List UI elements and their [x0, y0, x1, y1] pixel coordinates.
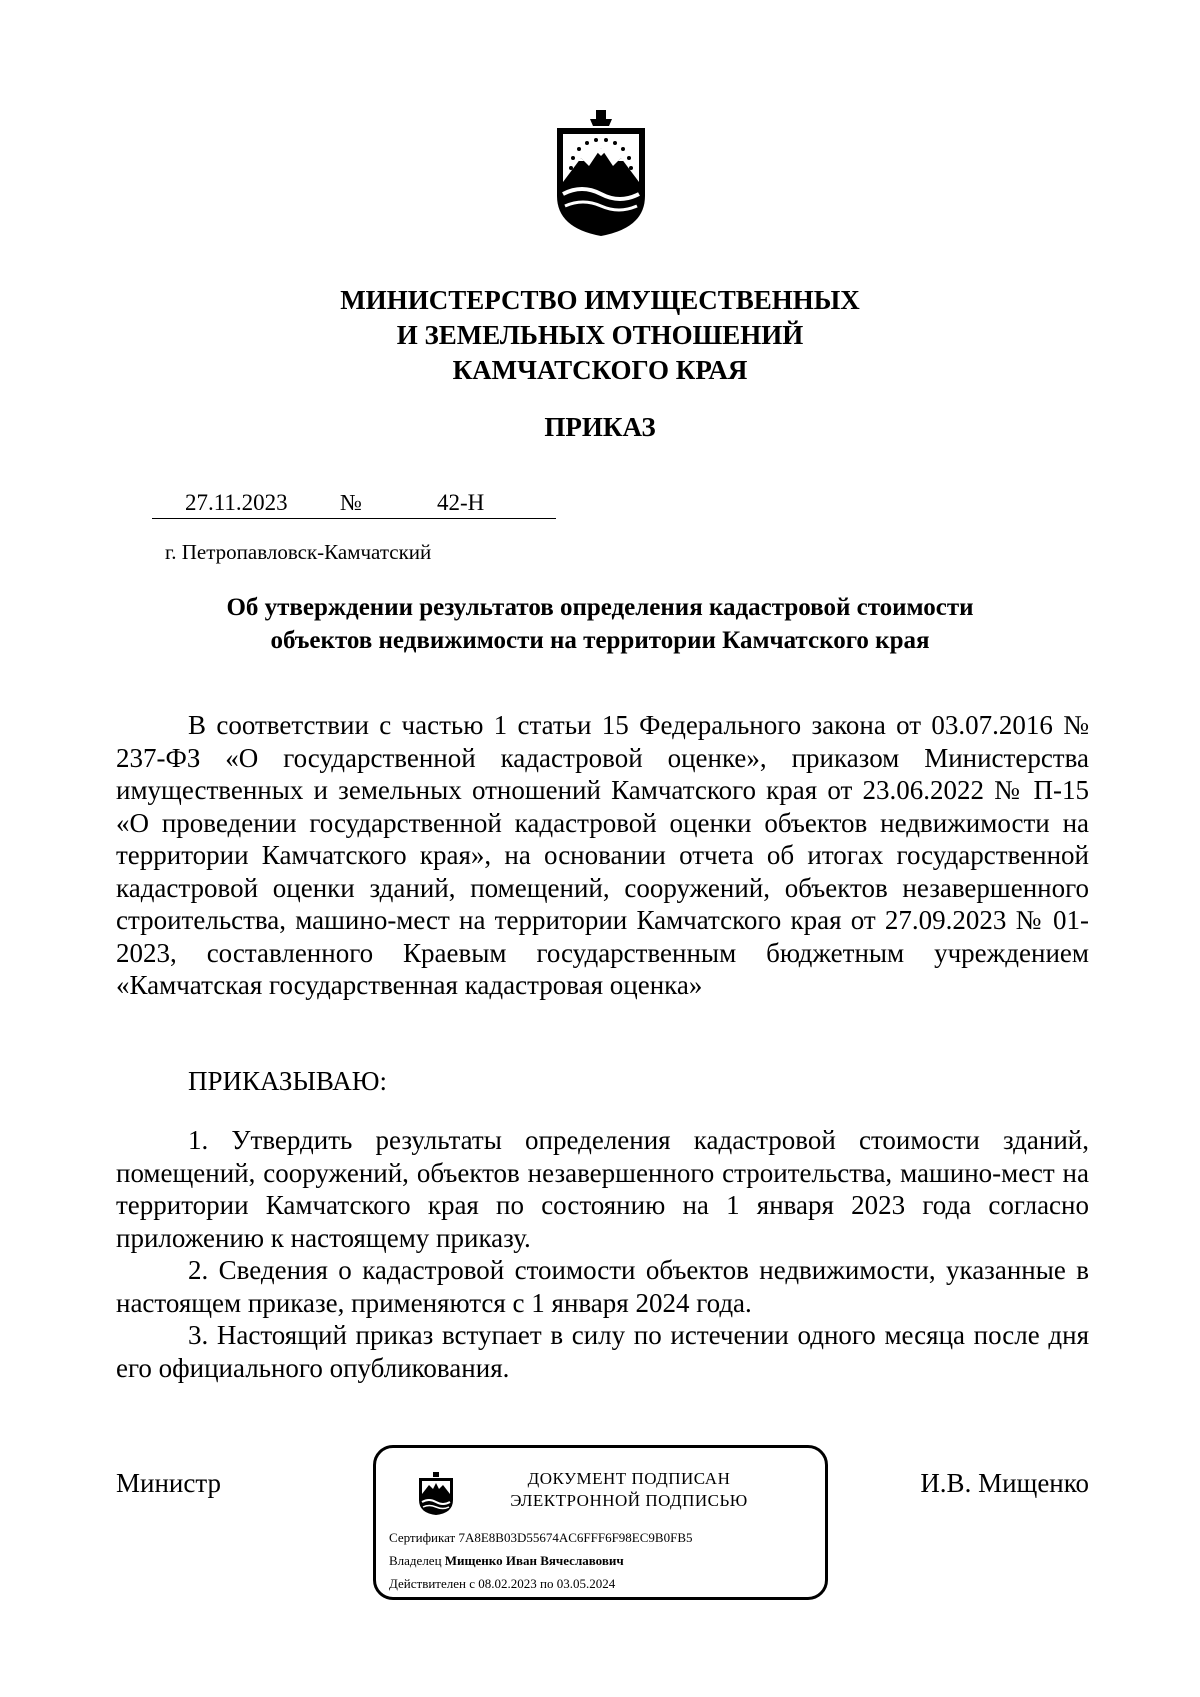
subject-line2: объектов недвижимости на территории Камчатского края — [270, 627, 930, 654]
stamp-owner — [389, 1552, 624, 1569]
owner-value: Мищенко Иван Вячеславович — [444, 1553, 624, 1568]
ministry-header-line1: МИНИСТЕРСТВО ИМУЩЕСТВЕННЫХ — [340, 285, 860, 315]
order-item: 2. Сведения о кадастровой стоимости объектов недвижимости, указанные в настоящем приказе, применяются с 1 января 2024 года. — [116, 1255, 1089, 1318]
document-number: 42-Н — [437, 490, 485, 515]
stamp-title-line2: ЭЛЕКТРОННОЙ ПОДПИСЬЮ — [510, 1491, 748, 1510]
ministry-header-line3: КАМЧАТСКОГО КРАЯ — [452, 355, 748, 385]
stamp-emblem-icon — [416, 1470, 456, 1516]
validity-to-label: по — [540, 1576, 554, 1591]
certificate-value: 7A8E8B03D55674AC6FFF6F98EC9B0FB5 — [458, 1530, 693, 1545]
owner-label: Владелец — [389, 1553, 442, 1568]
subject-line1: Об утверждении результатов определения кадастровой стоимости — [226, 594, 974, 621]
preamble-paragraph: В соответствии с частью 1 статьи 15 Федерального закона от 03.07.2016 № 237-ФЗ «О государственной кадастровой оценке», приказом Министерства имущественных и земельных отношений Камчатского края от 23.06.2022 № П-15 «О проведении государственной кадастровой оценки объектов недвижимости на территории Камчатского края», на основании отчета об итогах государственной кадастровой оценки зданий, помещений, сооружений, объектов незавершенного строительства, машино-мест на территории Камчатского края от 27.09.2023 № 01-2023, составленного Краевым государственным бюджетным учреждением «Камчатская государственная кадастровая оценка» — [116, 710, 1089, 1000]
city-name: г. Петропавловск-Камчатский — [165, 540, 432, 564]
stamp-title — [474, 1468, 784, 1512]
validity-from: 08.02.2023 — [478, 1576, 537, 1591]
stamp-validity — [389, 1575, 615, 1592]
stamp-certificate — [389, 1529, 693, 1546]
ministry-header-line2: И ЗЕМЕЛЬНЫХ ОТНОШЕНИЙ — [396, 320, 804, 350]
order-item: 1. Утвердить результаты определения кадастровой стоимости зданий, помещений, сооружений, объектов незавершенного строительства, машино-мест на территории Камчатского края по состоянию на 1 января 2023 года согласно приложению к настоящему приказу. — [116, 1125, 1089, 1253]
preamble-block — [116, 709, 1089, 1002]
order-item: 3. Настоящий приказ вступает в силу по истечении одного месяца после дня его официального опубликования. — [116, 1320, 1089, 1383]
certificate-label: Сертификат — [389, 1530, 456, 1545]
order-items — [116, 1124, 1089, 1384]
coat-of-arms-icon — [549, 108, 653, 238]
signer-name: И.В. Мищенко — [920, 1468, 1089, 1498]
document-subject — [0, 591, 1200, 657]
ministry-header — [0, 283, 1200, 388]
validity-to: 03.05.2024 — [556, 1576, 616, 1591]
order-word: ПРИКАЗЫВАЮ: — [188, 1066, 387, 1096]
document-date: 27.11.2023 — [185, 490, 288, 515]
validity-label: Действителен с — [389, 1576, 475, 1591]
document-type-title: ПРИКАЗ — [544, 412, 656, 442]
stamp-title-line1: ДОКУМЕНТ ПОДПИСАН — [527, 1469, 731, 1488]
signer-position: Министр — [116, 1468, 221, 1498]
electronic-signature-stamp — [373, 1445, 828, 1600]
registration-row — [152, 488, 556, 519]
number-sign: № — [340, 490, 362, 515]
